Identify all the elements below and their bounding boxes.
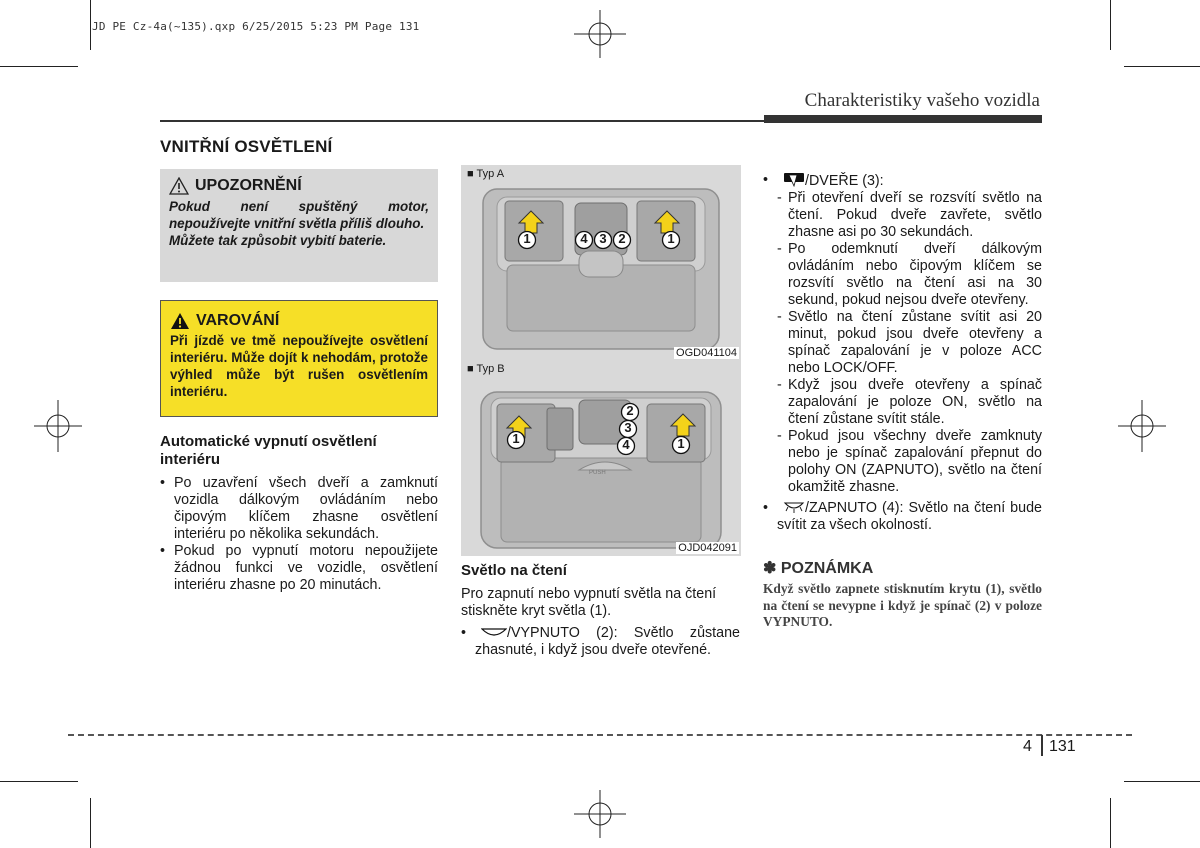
footer-divider — [68, 734, 1132, 736]
caution-line: Můžete tak způsobit vybití baterie. — [169, 233, 387, 248]
warning-title: VAROVÁNÍ — [196, 312, 280, 329]
door-light-icon — [783, 172, 805, 187]
header-rule — [160, 120, 764, 122]
caution-box — [160, 169, 438, 282]
light-off-icon — [481, 627, 507, 638]
callout-number: 3 — [599, 231, 607, 246]
callout-number: 4 — [580, 231, 588, 246]
caution-text — [169, 198, 429, 249]
off-bullet-text: /VYPNUTO (2): Světlo zůstane zhasnuté, i když jsou dveře otevřené. — [475, 625, 740, 658]
bullet-dot: • — [763, 172, 769, 188]
page-number-separator — [1041, 735, 1043, 756]
figure-b-label-text: Typ B — [476, 363, 505, 375]
chapter-number: 4 — [1023, 738, 1032, 755]
warning-header — [170, 312, 428, 330]
figure-type-a — [461, 165, 741, 361]
note-text: Když světlo zapnete stisknutím krytu (1), světlo na čtení se nevypne i když je spínač (2) v poloze VYPNUTO. — [763, 581, 1042, 629]
chapter-title: Charakteristiky vašeho vozidla — [804, 90, 1040, 111]
on-bullet-text: /ZAPNUTO (4): Světlo na čtení bude svítit za všech okolností. — [777, 500, 1042, 533]
auto-off-list — [160, 475, 438, 594]
door-items — [777, 190, 1042, 496]
figure-b-label — [467, 363, 505, 375]
list-item: - Když jsou dveře otevřeny a spínač zapalování je poloze ON, světlo na čtení zůstane svítit stále. — [777, 377, 1042, 428]
callout-number: 2 — [626, 403, 634, 418]
square-bullet-icon: ■ — [467, 168, 474, 180]
reading-light-heading: Světlo na čtení — [461, 562, 567, 579]
caution-triangle-icon — [169, 177, 189, 195]
door-bullet-text: /DVEŘE (3): — [805, 173, 884, 189]
figure-b-code: OJD042091 — [678, 542, 737, 554]
door-section — [763, 172, 1042, 534]
registration-mark-right — [1118, 400, 1166, 452]
figure-a-code: OGD041104 — [676, 347, 737, 359]
note-title: ✽ POZNÁMKA — [763, 560, 874, 577]
callout-number: 3 — [624, 420, 632, 435]
off-bullet — [461, 625, 740, 659]
section-title: VNITŘNÍ OSVĚTLENÍ — [160, 137, 333, 156]
caution-line: Pokud není spuštěný motor, nepoužívejte vnitřní světla příliš dlouho. — [169, 199, 429, 231]
figure-a-label-text: Typ A — [476, 168, 505, 180]
auto-off-section — [160, 433, 438, 594]
light-on-icon — [783, 501, 805, 513]
bullet-dot: • — [461, 625, 467, 641]
list-item: - Po odemknutí dveří dálkovým ovládáním nebo čipovým klíčem se rozsvítí světlo na čtení asi na 30 sekund, pokud nejsou dveře otevřeny. — [777, 241, 1042, 309]
callout-number: 1 — [677, 436, 685, 451]
warning-text: Při jízdě ve tmě nepoužívejte osvětlení interiéru. Může dojít k nehodám, protože výhled může být rušen osvětlením interiéru. — [170, 333, 428, 399]
overhead-console-illustration-a — [461, 165, 741, 361]
list-item: - Pokud jsou všechny dveře zamknuty nebo je spínač zapalování přepnut do polohy ON (ZAPNUTO), světlo na čtení okamžitě zhasne. — [777, 428, 1042, 496]
callout-number: 1 — [523, 231, 531, 246]
print-header: JD PE Cz-4a(~135).qxp 6/25/2015 5:23 PM Page 131 — [92, 20, 420, 33]
bullet-dot: • — [763, 500, 769, 516]
caution-header — [169, 177, 429, 195]
reading-light-section — [461, 562, 740, 659]
reading-light-intro: Pro zapnutí nebo vypnutí světla na čtení stiskněte kryt světla (1). — [461, 586, 717, 619]
callout-number: 1 — [667, 231, 675, 246]
warning-box — [160, 300, 438, 417]
door-bullet — [763, 172, 1042, 190]
figure-type-b — [461, 360, 741, 556]
auto-off-heading: Automatické vypnutí osvětlení interiéru — [160, 433, 377, 468]
warning-triangle-icon — [170, 312, 190, 330]
registration-mark-bottom — [574, 790, 626, 838]
callout-number: 2 — [618, 231, 626, 246]
overhead-console-illustration-b — [461, 360, 741, 556]
figure-a-label — [467, 168, 504, 180]
callout-number: 4 — [622, 437, 630, 452]
callout-number: 1 — [512, 431, 520, 446]
list-item: - Světlo na čtení zůstane svítit asi 20 minut, pokud jsou dveře otevřeny a spínač zapalování je v poloze ACC nebo LOCK/OFF. — [777, 309, 1042, 377]
push-label: PUSH — [589, 470, 606, 476]
list-item: • Po uzavření všech dveří a zamknutí vozidla dálkovým ovládáním nebo čipovým klíčem zhasne osvětlení interiéru po několika sekundách. — [160, 475, 438, 543]
square-bullet-icon: ■ — [467, 363, 474, 375]
note-section — [763, 558, 1042, 631]
registration-mark-top — [574, 10, 626, 58]
list-item: • Pokud po vypnutí motoru nepoužijete žádnou funkci ve vozidle, osvětlení interiéru zhasne po 20 minutách. — [160, 543, 438, 594]
list-item: - Při otevření dveří se rozsvítí světlo na čtení. Pokud dveře zavřete, světlo zhasne asi po 30 sekundách. — [777, 190, 1042, 241]
caution-title: UPOZORNĚNÍ — [195, 177, 302, 194]
registration-mark-left — [34, 400, 82, 452]
header-rule-thick — [764, 115, 1042, 123]
page-number: 131 — [1049, 738, 1076, 755]
on-bullet — [763, 500, 1042, 534]
